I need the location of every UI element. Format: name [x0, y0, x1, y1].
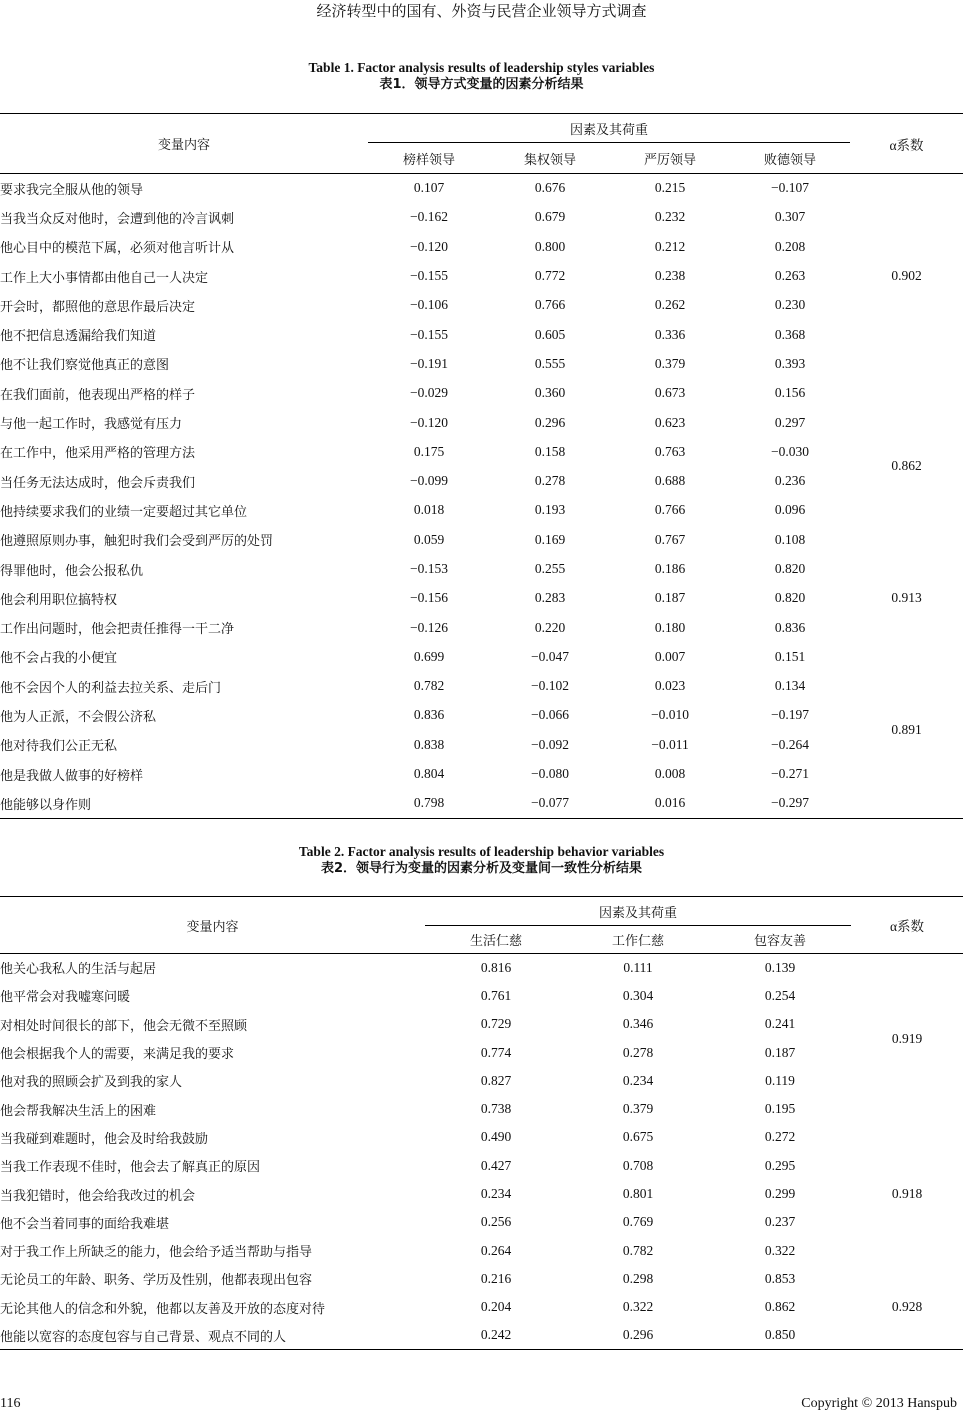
loading-value: −0.047 [531, 648, 569, 664]
loading-value: 0.688 [654, 473, 686, 489]
loading-value: −0.153 [410, 561, 448, 576]
row-label: 他不会当着同事的面给我难堪 [0, 1216, 170, 1232]
loading-value: 0.368 [774, 326, 806, 342]
table1-row [0, 613, 963, 642]
loading-value: 0.242 [425, 1321, 567, 1349]
loading-value: 0.234 [480, 1186, 512, 1202]
table2-row [0, 982, 963, 1010]
table1-row [0, 525, 963, 554]
table1-caption-en: Table 1. Factor analysis results of leadership styles variables [308, 60, 655, 75]
page-number: 116 [0, 1396, 21, 1411]
table1-row [0, 701, 963, 730]
loading-value: 0.134 [774, 678, 806, 694]
loading-value: 0.195 [764, 1101, 796, 1117]
loading-value: 0.151 [774, 648, 806, 664]
row-label: 工作出问题时，他会把责任推得一干二净 [0, 622, 235, 638]
alpha-value: 0.913 [891, 590, 922, 606]
row-label: 得罪他时，他会公报私仇 [0, 563, 144, 579]
loading-value: 0.738 [480, 1101, 512, 1117]
alpha-value: 0.918 [891, 1186, 923, 1202]
loading-value: 0.175 [413, 443, 445, 459]
loading-value: 0.230 [774, 297, 806, 313]
loading-value: 0.798 [368, 789, 490, 818]
table1-row [0, 349, 963, 378]
table1-factor-header: 榜样领导 [368, 143, 490, 174]
loading-value: 0.820 [774, 590, 806, 606]
loading-value: 0.108 [774, 531, 806, 547]
loading-value: −0.120 [410, 414, 448, 430]
loading-value: 0.264 [480, 1242, 512, 1258]
table1-row [0, 554, 963, 583]
loading-value: 0.360 [534, 385, 566, 401]
loading-value: 0.820 [774, 561, 806, 576]
loading-value: 0.186 [654, 561, 686, 576]
table1-row [0, 584, 963, 613]
row-label: 他不会占我的小便宜 [0, 651, 118, 667]
table2-row [0, 1236, 963, 1264]
loading-value: 0.299 [764, 1186, 796, 1202]
table1-row [0, 759, 963, 788]
row-label: 他能以宽容的态度包容与自己背景、观点不同的人 [0, 1321, 425, 1349]
loading-value: 0.296 [567, 1321, 709, 1349]
loading-value: 0.346 [622, 1016, 654, 1032]
alpha-value: 0.919 [891, 1030, 923, 1046]
table2-caption-en: Table 2. Factor analysis results of leadership behavior variables [298, 844, 665, 859]
loading-value: −0.029 [410, 385, 448, 401]
loading-value: 0.111 [623, 959, 653, 975]
row-label: 他遵照原则办事，触犯时我们会受到严厉的处罚 [0, 534, 274, 550]
loading-value: 0.804 [413, 766, 445, 782]
table2-row [0, 1321, 963, 1349]
loading-value: 0.676 [534, 180, 566, 196]
loading-value: 0.298 [622, 1270, 654, 1286]
loading-value: 0.204 [480, 1299, 512, 1315]
table1-caption-zh: 表1．领导方式变量的因素分析结果 [379, 77, 584, 92]
row-label: 对相处时间很长的部下，他会无微不至照顾 [0, 1018, 248, 1034]
table1-row [0, 408, 963, 437]
table2-row [0, 1208, 963, 1236]
loading-value: 0.208 [774, 238, 806, 254]
loading-value: 0.283 [534, 590, 566, 606]
loading-value: 0.836 [413, 707, 445, 723]
loading-value: 0.322 [764, 1242, 796, 1258]
loading-value: −0.120 [410, 238, 448, 254]
loading-value: 0.238 [654, 268, 686, 284]
row-label: 无论员工的年龄、职务、学历及性别，他都表现出包容 [0, 1273, 313, 1289]
table2-row [0, 1152, 963, 1180]
loading-value: 0.782 [413, 678, 445, 694]
table2-row [0, 954, 963, 982]
loading-value: −0.107 [771, 180, 809, 196]
loading-value: 0.296 [534, 414, 566, 430]
loading-value: −0.126 [410, 619, 448, 635]
row-label: 无论其他人的信念和外貌，他都以友善及开放的态度对待 [0, 1301, 326, 1317]
table1-row [0, 466, 963, 495]
row-label: 他会帮我解决生活上的困难 [0, 1103, 157, 1119]
row-label: 在我们面前，他表现出严格的样子 [0, 387, 196, 403]
loading-value: 0.187 [764, 1044, 796, 1060]
running-header: 经济转型中的国有、外资与民营企业领导方式调查 [316, 2, 647, 20]
table2-header-alpha: α系数 [851, 897, 963, 954]
loading-value: 0.307 [774, 209, 806, 225]
table1-caption [0, 59, 963, 93]
table1-row [0, 261, 963, 290]
loading-value: 0.490 [480, 1129, 512, 1145]
loading-value: 0.180 [654, 619, 686, 635]
table1-factor-header: 严厉领导 [610, 143, 730, 174]
loading-value: 0.297 [774, 414, 806, 430]
loading-value: 0.836 [774, 619, 806, 635]
table1-factor-header: 败德领导 [730, 143, 850, 174]
table1-row [0, 379, 963, 408]
loading-value: −0.297 [730, 789, 850, 818]
loading-value: −0.264 [771, 736, 809, 752]
loading-value: 0.018 [413, 502, 445, 518]
loading-value: 0.766 [534, 297, 566, 313]
loading-value: −0.191 [410, 355, 448, 371]
alpha-value: 0.902 [891, 268, 922, 284]
loading-value: 0.605 [534, 326, 566, 342]
loading-value: 0.853 [764, 1270, 796, 1286]
loading-value: 0.827 [480, 1072, 512, 1088]
table2-caption [0, 843, 963, 877]
row-label: 当我当众反对他时，会遭到他的冷言讽刺 [0, 211, 235, 227]
table1-header-group: 因素及其荷重 [368, 114, 850, 143]
loading-value: 0.838 [413, 736, 445, 752]
loading-value: 0.193 [534, 502, 566, 518]
loading-value: 0.379 [622, 1101, 654, 1117]
loading-value: 0.708 [622, 1157, 654, 1173]
loading-value: 0.254 [764, 987, 796, 1003]
row-label: 他会根据我个人的需要，来满足我的要求 [0, 1047, 235, 1063]
loading-value: 0.256 [480, 1214, 512, 1230]
loading-value: 0.774 [480, 1044, 512, 1060]
loading-value: 0.322 [622, 1299, 654, 1315]
loading-value: 0.766 [654, 502, 686, 518]
loading-value: 0.675 [622, 1129, 654, 1145]
loading-value: 0.379 [654, 355, 686, 371]
loading-value: 0.304 [622, 987, 654, 1003]
table2-row [0, 1095, 963, 1123]
table2 [0, 896, 963, 1350]
table1-row [0, 232, 963, 261]
table1-factor-header: 集权领导 [490, 143, 610, 174]
loading-value: 0.623 [654, 414, 686, 430]
table1-row [0, 642, 963, 671]
loading-value: −0.155 [410, 326, 448, 342]
loading-value: −0.102 [531, 678, 569, 694]
row-label: 当我工作表现不佳时，他会去了解真正的原因 [0, 1160, 261, 1176]
loading-value: 0.555 [534, 355, 566, 371]
loading-value: 0.336 [654, 326, 686, 342]
loading-value: 0.761 [480, 987, 512, 1003]
loading-value: 0.139 [764, 959, 796, 975]
loading-value: −0.030 [771, 443, 809, 459]
table1-row [0, 174, 963, 203]
table2-row [0, 1293, 963, 1321]
row-label: 他会利用职位搞特权 [0, 592, 118, 608]
table2-header-group: 因素及其荷重 [425, 897, 851, 926]
table1-row [0, 203, 963, 232]
loading-value: 0.850 [709, 1321, 851, 1349]
loading-value: 0.059 [413, 531, 445, 547]
row-label: 他关心我私人的生活与起居 [0, 962, 157, 978]
row-label: 当任务无法达成时，他会斥责我们 [0, 475, 196, 491]
table1-row [0, 320, 963, 349]
table2-row [0, 1123, 963, 1151]
loading-value: −0.155 [410, 268, 448, 284]
alpha-value: 0.891 [850, 642, 963, 818]
loading-value: 0.679 [534, 209, 566, 225]
loading-value: 0.800 [534, 238, 566, 254]
copyright: Copyright © 2013 Hanspub [801, 1396, 957, 1411]
loading-value: 0.816 [480, 959, 512, 975]
row-label: 他是我做人做事的好榜样 [0, 768, 144, 784]
table2-row [0, 1265, 963, 1293]
loading-value: −0.077 [490, 789, 610, 818]
loading-value: 0.212 [654, 238, 686, 254]
loading-value: −0.010 [651, 707, 689, 723]
row-label: 开会时，都照他的意思作最后决定 [0, 299, 196, 315]
loading-value: 0.801 [622, 1186, 654, 1202]
loading-value: 0.763 [654, 443, 686, 459]
loading-value: 0.699 [413, 648, 445, 664]
row-label: 他不会因个人的利益去拉关系、走后门 [0, 680, 222, 696]
loading-value: −0.106 [410, 297, 448, 313]
row-label: 他持续要求我们的业绩一定要超过其它单位 [0, 504, 248, 520]
loading-value: 0.156 [774, 385, 806, 401]
row-label: 与他一起工作时，我感觉有压力 [0, 417, 183, 433]
loading-value: −0.092 [531, 736, 569, 752]
loading-value: 0.119 [765, 1072, 795, 1088]
loading-value: 0.278 [534, 473, 566, 489]
row-label: 他不让我们察觉他真正的意图 [0, 358, 170, 374]
loading-value: −0.099 [410, 473, 448, 489]
loading-value: 0.234 [622, 1072, 654, 1088]
loading-value: 0.241 [764, 1016, 796, 1032]
loading-value: 0.393 [774, 355, 806, 371]
table1-row [0, 291, 963, 320]
loading-value: 0.772 [534, 268, 566, 284]
table1 [0, 113, 963, 819]
row-label: 工作上大小事情都由他自己一人决定 [0, 270, 209, 286]
row-label: 他心目中的模范下属，必须对他言听计从 [0, 241, 235, 257]
loading-value: 0.862 [764, 1299, 796, 1315]
table1-row [0, 496, 963, 525]
table2-header-item: 变量内容 [0, 897, 425, 954]
row-label: 当我犯错时，他会给我改过的机会 [0, 1188, 196, 1204]
table1-row [0, 789, 963, 818]
row-label: 他对待我们公正无私 [0, 739, 118, 755]
loading-value: 0.023 [654, 678, 686, 694]
loading-value: 0.187 [654, 590, 686, 606]
loading-value: −0.271 [771, 766, 809, 782]
loading-value: 0.237 [764, 1214, 796, 1230]
loading-value: 0.107 [413, 180, 445, 196]
table2-factor-header: 生活仁慈 [425, 926, 567, 954]
table1-header-alpha: α系数 [850, 114, 963, 174]
loading-value: 0.096 [774, 502, 806, 518]
loading-value: 0.272 [764, 1129, 796, 1145]
row-label: 他能够以身作则 [0, 789, 368, 818]
table1-header-item: 变量内容 [0, 114, 368, 174]
row-label: 他对我的照顾会扩及到我的家人 [0, 1075, 183, 1091]
table1-row [0, 730, 963, 759]
loading-value: 0.673 [654, 385, 686, 401]
loading-value: 0.236 [774, 473, 806, 489]
loading-value: 0.262 [654, 297, 686, 313]
row-label: 他平常会对我嘘寒问暖 [0, 990, 131, 1006]
table1-row [0, 437, 963, 466]
row-label: 他为人正派，不会假公济私 [0, 709, 157, 725]
loading-value: 0.158 [534, 443, 566, 459]
loading-value: 0.782 [622, 1242, 654, 1258]
table2-row [0, 1180, 963, 1208]
row-label: 他不把信息透漏给我们知道 [0, 329, 157, 345]
table2-caption-zh: 表2．领导行为变量的因素分析及变量间一致性分析结果 [320, 861, 643, 876]
alpha-value: 0.928 [851, 1265, 963, 1350]
loading-value: −0.080 [531, 766, 569, 782]
loading-value: 0.255 [534, 561, 566, 576]
table2-row [0, 1067, 963, 1095]
loading-value: 0.007 [654, 648, 686, 664]
loading-value: −0.011 [651, 736, 689, 752]
table1-row [0, 672, 963, 701]
loading-value: 0.767 [654, 531, 686, 547]
table2-factor-header: 工作仁慈 [567, 926, 709, 954]
table2-row [0, 1038, 963, 1066]
table2-factor-header: 包容友善 [709, 926, 851, 954]
alpha-value: 0.862 [891, 458, 922, 474]
row-label: 要求我完全服从他的领导 [0, 182, 144, 198]
loading-value: 0.295 [764, 1157, 796, 1173]
loading-value: −0.066 [531, 707, 569, 723]
row-label: 当我碰到难题时，他会及时给我鼓励 [0, 1131, 209, 1147]
loading-value: −0.197 [771, 707, 809, 723]
row-label: 对于我工作上所缺乏的能力，他会给予适当帮助与指导 [0, 1245, 313, 1261]
loading-value: 0.215 [654, 180, 686, 196]
loading-value: 0.008 [654, 766, 686, 782]
loading-value: 0.427 [480, 1157, 512, 1173]
table2-row [0, 1010, 963, 1038]
loading-value: 0.220 [534, 619, 566, 635]
loading-value: 0.216 [480, 1270, 512, 1286]
loading-value: 0.232 [654, 209, 686, 225]
loading-value: 0.263 [774, 268, 806, 284]
loading-value: 0.769 [622, 1214, 654, 1230]
loading-value: 0.016 [610, 789, 730, 818]
loading-value: 0.278 [622, 1044, 654, 1060]
row-label: 在工作中，他采用严格的管理方法 [0, 446, 196, 462]
loading-value: 0.169 [534, 531, 566, 547]
loading-value: −0.156 [410, 590, 448, 606]
loading-value: 0.729 [480, 1016, 512, 1032]
loading-value: −0.162 [410, 209, 448, 225]
